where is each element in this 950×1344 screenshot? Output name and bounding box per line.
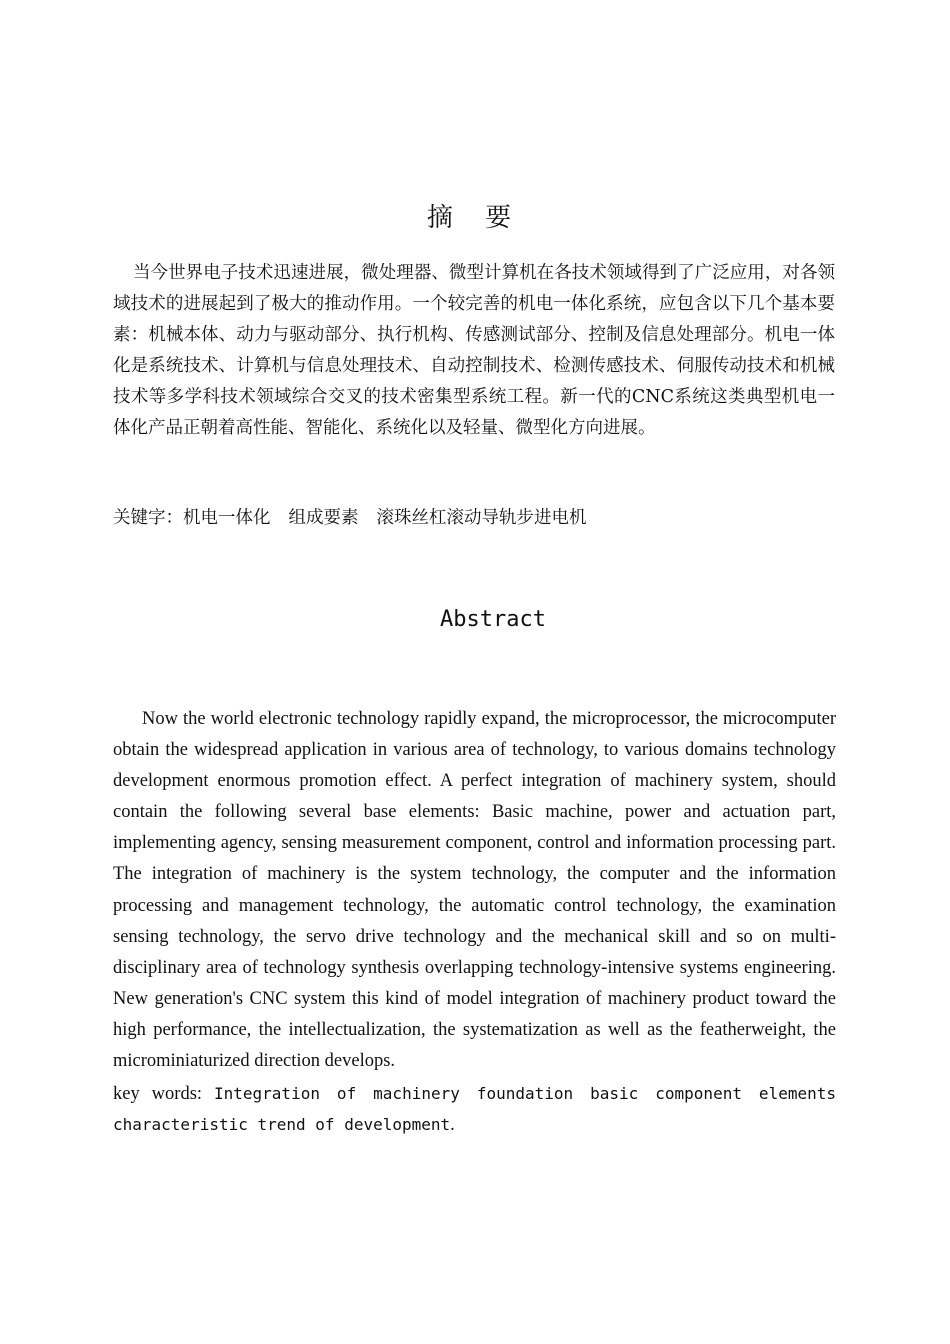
chinese-abstract-title: 摘 要 xyxy=(426,203,524,233)
chinese-keywords-label: 关键字： xyxy=(113,508,183,528)
english-abstract-title: Abstract xyxy=(440,607,546,632)
english-keywords-part-2: characteristic trend of development xyxy=(113,1115,451,1134)
english-keywords-line-2 xyxy=(113,1109,836,1141)
chinese-keywords xyxy=(113,503,835,533)
english-keywords-end: . xyxy=(450,1115,455,1135)
english-abstract-body: Now the world electronic technology rapidly expand, the microprocessor, the microcomputer obtain the widespread application in various area of technology, to various domains technology development enormous promotion effect. A perfect integration of machinery system, should contain the following several base elements: Basic machine, power and actuation part, implementing agency, sensing measurement component, control and information processing part. The integration of machinery is the system technology, the computer and the information processing and management technology, the automatic control technology, the examination sensing technology, the servo drive technology and the mechanical skill and so on multi-disciplinary area of technology synthesis overlapping technology-intensive systems engineering. New generation's CNC system this kind of model integration of machinery product toward the high performance, the intellectualization, the systematization as well as the featherweight, the microminiaturized direction develops. xyxy=(113,709,836,1072)
english-keywords-label: key words: xyxy=(113,1084,214,1104)
chinese-keyword-item: 组成要素 xyxy=(288,508,359,528)
english-keywords-part-1: Integration of machinery foundation basic component elements xyxy=(214,1084,836,1103)
chinese-abstract-body: 当今世界电子技术迅速进展，微处理器、微型计算机在各技术领域得到了广泛应用，对各领域技术的进展起到了极大的推动作用。一个较完善的机电一体化系统，应包含以下几个基本要素：机械本体、动力与驱动部分、执行机构、传感测试部分、控制及信息处理部分。机电一体化是系统技术、计算机与信息处理技术、自动控制技术、检测传感技术、伺服传动技术和机械技术等多学科技术领域综合交叉的技术密集型系统工程。新一代的CNC系统这类典型机电一体化产品正朝着高性能、智能化、系统化以及轻量、微型化方向进展。 xyxy=(113,263,835,438)
english-keywords-line-1 xyxy=(113,1078,836,1110)
chinese-keyword-item: 机电一体化 xyxy=(183,508,271,528)
chinese-keyword-item: 滚珠丝杠滚动导轨步进电机 xyxy=(376,508,587,528)
